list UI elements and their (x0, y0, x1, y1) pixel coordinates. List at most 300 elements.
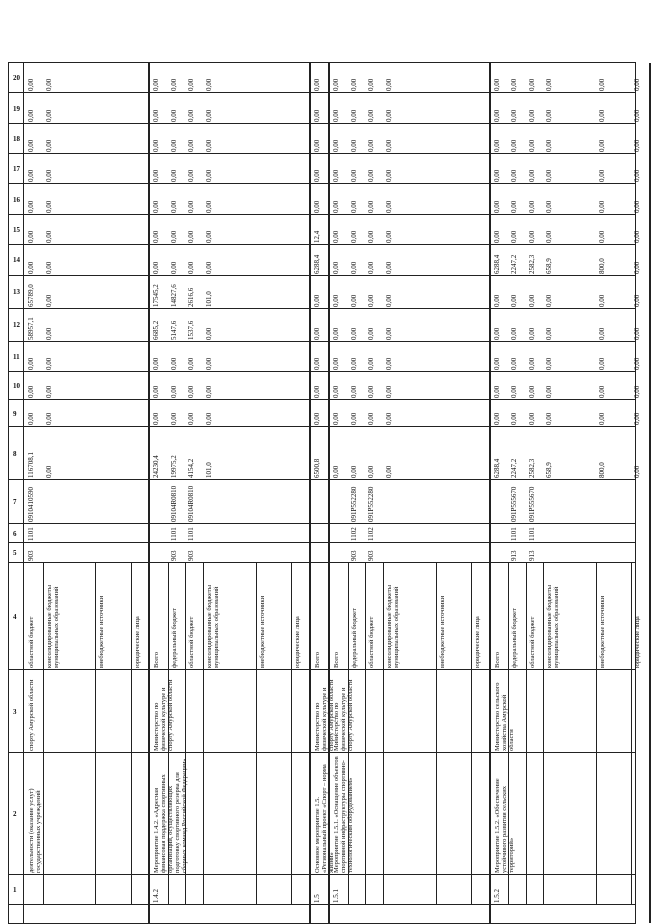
value-v17: 0,00 (312, 170, 321, 183)
value-v15: 0,00 (332, 230, 341, 244)
value-v11: 0,00 (349, 357, 358, 371)
value-v13: 17545,2 (152, 283, 161, 307)
value-v18: 0,00 (44, 139, 53, 153)
value-v12: 0,00 (527, 327, 536, 340)
value-v17: 0,00 (527, 170, 536, 183)
value-v12: 0,00 (510, 327, 519, 340)
value-v12: 0,00 (545, 327, 554, 340)
value-v16: 0,00 (152, 200, 161, 213)
column-header-18: 18 (13, 134, 20, 143)
value-v14: 0,00 (332, 261, 341, 274)
value-v9: 0,00 (510, 413, 519, 426)
value-v9: 0,00 (187, 413, 196, 426)
column-band-13 (9, 276, 635, 309)
value-v14: 0,00 (152, 261, 161, 274)
value-v14: 0,00 (633, 261, 642, 274)
value-v15: 0,00 (545, 230, 554, 244)
source-label: юридические лица (294, 616, 301, 669)
value-v19: 0,00 (349, 109, 358, 122)
column-header-8: 8 (13, 449, 17, 458)
value-v20: 0,00 (633, 79, 642, 92)
value-v9: 0,00 (367, 413, 376, 426)
column-header-5: 5 (13, 549, 17, 558)
value-v13: 101,0 (205, 290, 213, 307)
value-v11: 0,00 (545, 357, 554, 371)
value-v20: 0,00 (187, 79, 196, 92)
source-label: консолидированные бюджеты муниципальных образований (546, 585, 561, 669)
group-separator (489, 63, 491, 923)
value-v10: 0,00 (152, 385, 161, 398)
value-v14: 0,00 (27, 261, 35, 274)
value-v17: 0,00 (492, 170, 501, 183)
value-v8: 2247,2 (510, 458, 519, 478)
source-label: Всего (153, 652, 161, 669)
value-v8: 116708,1 (27, 451, 35, 478)
row-separator (291, 563, 292, 905)
value-v9: 0,00 (152, 413, 161, 426)
value-csr: 091P552280 (349, 486, 358, 523)
value-v13: 0,00 (510, 294, 519, 307)
row-number: 1.5 (312, 894, 321, 903)
value-v18: 0,00 (349, 139, 358, 153)
value-v12: 0,00 (332, 327, 341, 340)
value-v20: 0,00 (169, 79, 178, 92)
executor-name: Министерство сельского хозяйства Амурской области (493, 682, 515, 752)
value-v8: 24230,4 (152, 455, 161, 478)
value-v16: 0,00 (44, 200, 53, 213)
value-v10: 0,00 (169, 385, 178, 398)
value-v10: 0,00 (598, 385, 607, 398)
value-grbs: 913 (527, 550, 536, 561)
row-separator (471, 563, 472, 905)
value-v20: 0,00 (527, 79, 536, 92)
value-v9: 0,00 (205, 413, 213, 426)
value-v12: 0,00 (633, 327, 642, 340)
value-v19: 0,00 (510, 109, 519, 122)
value-v10: 0,00 (27, 385, 35, 398)
value-grbs: 903 (367, 550, 376, 561)
value-v18: 0,00 (187, 139, 196, 153)
value-v8: 0,00 (367, 465, 376, 478)
value-v18: 0,00 (633, 139, 642, 153)
measure-name: Мероприятие 1.5.2. «Обеспечение устойчивого развития сельских территорий» (493, 777, 515, 873)
value-v9: 0,00 (598, 413, 607, 426)
value-v15: 0,00 (633, 230, 642, 244)
value-v20: 0,00 (312, 79, 321, 92)
value-v13: 2616,6 (187, 287, 196, 307)
value-v16: 0,00 (367, 200, 376, 213)
value-v14: 2582,3 (527, 254, 536, 274)
value-v14: 0,00 (205, 261, 213, 274)
value-v13: 0,00 (598, 294, 607, 307)
value-v19: 0,00 (205, 109, 213, 122)
value-v17: 0,00 (169, 170, 178, 183)
value-v20: 0,00 (349, 79, 358, 92)
value-v11: 0,00 (152, 357, 161, 371)
value-v11: 0,00 (27, 357, 35, 371)
value-v11: 0,00 (510, 357, 519, 371)
column-band-5 (9, 543, 635, 562)
value-v8: 0,00 (633, 465, 642, 478)
row-number: 1.5.2 (492, 889, 501, 903)
column-band-15 (9, 215, 635, 245)
value-v18: 0,00 (152, 139, 161, 153)
value-csr: 091P552280 (367, 486, 376, 523)
column-band-9 (9, 400, 635, 428)
column-header-13: 13 (13, 288, 20, 297)
measure-name: Мероприятие 1.4.2. «Адресная финансовая поддержка спортивных организаций, осуществляющих подготовку спортивного резерва для сборных команд Российской Федерации» (153, 758, 189, 873)
row-number: 1.4.2 (152, 889, 161, 903)
value-v13: 0,00 (385, 294, 393, 307)
value-v19: 0,00 (169, 109, 178, 122)
source-label: Всего (333, 652, 341, 669)
value-v11: 0,00 (367, 357, 376, 371)
value-v15: 0,00 (152, 230, 161, 244)
value-v9: 0,00 (312, 413, 321, 426)
row-separator (596, 563, 597, 905)
value-v10: 0,00 (44, 385, 53, 398)
value-v16: 0,00 (545, 200, 554, 213)
value-rzpr: 1101 (27, 527, 35, 542)
value-grbs: 913 (510, 550, 519, 561)
value-v14: 6288,4 (492, 254, 501, 274)
column-band-1 (9, 875, 635, 905)
value-csr: 091P555670 (527, 486, 536, 523)
column-band-10 (9, 372, 635, 400)
value-v10: 0,00 (545, 385, 554, 398)
row-separator (383, 563, 384, 905)
value-v16: 0,00 (332, 200, 341, 213)
value-v14: 658,9 (545, 257, 554, 274)
value-v11: 0,00 (205, 357, 213, 371)
column-header-14: 14 (13, 256, 20, 265)
value-v12: 0,00 (205, 327, 213, 340)
value-v13: 0,00 (44, 294, 53, 307)
measure-name: Основное мероприятие 1.5. «Региональный проект «Спорт – норма жизни» (313, 763, 335, 873)
value-v12: 5147,6 (169, 320, 178, 340)
value-v15: 0,00 (598, 230, 607, 244)
value-v8: 658,9 (545, 462, 554, 478)
value-v8: 0,00 (44, 465, 53, 478)
row-separator (131, 563, 132, 905)
value-v18: 0,00 (332, 139, 341, 153)
row-separator (365, 563, 366, 905)
value-v19: 0,00 (312, 109, 321, 122)
value-v12: 0,00 (385, 327, 393, 340)
value-rzpr: 1101 (527, 527, 536, 542)
value-v11: 0,00 (598, 357, 607, 371)
value-v18: 0,00 (492, 139, 501, 153)
value-v8: 4154,2 (187, 458, 196, 478)
source-label: областной бюджет (368, 616, 376, 669)
column-header-4: 4 (13, 612, 17, 621)
column-band-20 (9, 63, 635, 93)
value-v14: 0,00 (349, 261, 358, 274)
value-v9: 0,00 (27, 413, 35, 426)
value-v18: 0,00 (367, 139, 376, 153)
rotated-budget-table (8, 62, 642, 924)
value-v20: 0,00 (385, 79, 393, 92)
value-v13: 0,00 (527, 294, 536, 307)
value-v20: 0,00 (367, 79, 376, 92)
value-rzpr: 1101 (510, 527, 519, 542)
value-v11: 0,00 (633, 357, 642, 371)
value-v14: 0,00 (367, 261, 376, 274)
column-header-10: 10 (13, 381, 20, 390)
value-v14: 6288,4 (312, 254, 321, 274)
value-v11: 0,00 (187, 357, 196, 371)
value-v15: 12,4 (312, 230, 321, 244)
value-v11: 0,00 (332, 357, 341, 371)
value-v13: 0,00 (367, 294, 376, 307)
source-label: юридические лица (634, 616, 642, 669)
column-band-6 (9, 524, 635, 543)
value-v20: 0,00 (332, 79, 341, 92)
value-v18: 0,00 (385, 139, 393, 153)
value-v11: 0,00 (492, 357, 501, 371)
value-v8: 800,0 (598, 462, 607, 478)
value-v12: 58957,1 (27, 317, 35, 340)
source-label: федеральный бюджет (350, 608, 358, 669)
value-v15: 0,00 (27, 230, 35, 244)
value-v8: 0,00 (332, 465, 341, 478)
value-v17: 0,00 (633, 170, 642, 183)
value-rzpr: 1102 (349, 527, 358, 542)
value-rzpr: 1101 (169, 527, 178, 542)
value-v18: 0,00 (510, 139, 519, 153)
value-v19: 0,00 (492, 109, 501, 122)
executor-name: Министерство по физической культуре и спорту Амурской области (153, 679, 175, 752)
value-v16: 0,00 (349, 200, 358, 213)
row-separator (543, 563, 544, 905)
value-v10: 0,00 (205, 385, 213, 398)
source-label: Всего (493, 652, 501, 669)
measure-name: деятельности (оказание услуг) государственных учреждений (28, 788, 42, 873)
column-header-9: 9 (13, 409, 17, 418)
source-label: областной бюджет (188, 616, 196, 669)
source-label: внебюджетные источники (258, 596, 266, 669)
value-v8: 0,00 (385, 465, 393, 478)
value-csr: 09104R0810 (187, 485, 196, 523)
value-v20: 0,00 (44, 79, 53, 92)
value-v17: 0,00 (44, 170, 53, 183)
header-divider (23, 63, 24, 923)
value-v18: 0,00 (27, 139, 35, 153)
value-v13: 65789,0 (27, 283, 35, 307)
value-v17: 0,00 (385, 170, 393, 183)
row-separator (256, 563, 257, 905)
column-header-1: 1 (13, 885, 17, 894)
value-v19: 0,00 (598, 109, 607, 122)
column-band-8 (9, 427, 635, 479)
source-label: областной бюджет (28, 616, 35, 669)
value-v16: 0,00 (510, 200, 519, 213)
value-v10: 0,00 (312, 385, 321, 398)
value-v10: 0,00 (367, 385, 376, 398)
value-v10: 0,00 (187, 385, 196, 398)
value-v17: 0,00 (349, 170, 358, 183)
value-csr: 09104R0810 (169, 485, 178, 523)
value-v13: 0,00 (633, 294, 642, 307)
source-label: юридические лица (474, 616, 481, 669)
group-separator (328, 63, 330, 923)
value-v20: 0,00 (205, 79, 213, 92)
executor-name: Министерство по физической культуре и спорту Амурской области (313, 679, 335, 752)
value-v12: 1537,6 (187, 320, 196, 340)
value-csr: 0910410590 (27, 487, 35, 523)
value-v13: 0,00 (545, 294, 554, 307)
source-label: Всего (313, 652, 321, 669)
value-v9: 0,00 (332, 413, 341, 426)
column-band-11 (9, 342, 635, 372)
value-v13: 0,00 (312, 294, 321, 307)
measure-name: Мероприятие 1.5.1. «Оснащение объектов спортивной инфраструктуры спортивно-технологическим оборудованием» (333, 755, 355, 873)
value-v18: 0,00 (205, 139, 213, 153)
value-v17: 0,00 (27, 170, 35, 183)
value-v20: 0,00 (492, 79, 501, 92)
source-label: внебюджетные источники (98, 596, 106, 669)
value-v15: 0,00 (385, 230, 393, 244)
column-header-15: 15 (13, 226, 20, 235)
value-v9: 0,00 (349, 413, 358, 426)
column-band-12 (9, 309, 635, 342)
value-v12: 0,00 (367, 327, 376, 340)
value-v15: 0,00 (349, 230, 358, 244)
column-header-11: 11 (13, 353, 20, 361)
value-v13: 14827,6 (169, 283, 178, 307)
value-v9: 0,00 (492, 413, 501, 426)
column-header-20: 20 (13, 74, 20, 83)
column-header-6: 6 (13, 529, 17, 538)
value-v14: 2247,2 (510, 254, 519, 274)
row-separator (43, 563, 44, 905)
value-v11: 0,00 (385, 357, 393, 371)
source-label: федеральный бюджет (511, 608, 519, 669)
value-rzpr: 1101 (187, 527, 196, 542)
value-v18: 0,00 (527, 139, 536, 153)
column-header-17: 17 (13, 165, 20, 174)
executor-name: спорту Амурской области (28, 679, 35, 752)
column-header-19: 19 (13, 104, 20, 113)
value-v9: 0,00 (44, 413, 53, 426)
value-v11: 0,00 (312, 357, 321, 371)
value-v8: 2582,3 (527, 458, 536, 478)
value-v13: 0,00 (492, 294, 501, 307)
value-v9: 0,00 (385, 413, 393, 426)
row-separator (631, 563, 632, 905)
value-v15: 0,00 (169, 230, 178, 244)
row-number: 1.5.1 (332, 889, 341, 903)
value-v12: 0,00 (349, 327, 358, 340)
value-v16: 0,00 (492, 200, 501, 213)
value-v9: 0,00 (169, 413, 178, 426)
value-grbs: 903 (27, 550, 35, 561)
value-v14: 0,00 (187, 261, 196, 274)
value-v10: 0,00 (349, 385, 358, 398)
value-v20: 0,00 (27, 79, 35, 92)
value-v10: 0,00 (633, 385, 642, 398)
value-v20: 0,00 (598, 79, 607, 92)
value-v19: 0,00 (527, 109, 536, 122)
column-header-16: 16 (13, 195, 20, 204)
column-band-16 (9, 184, 635, 214)
value-grbs: 903 (349, 550, 358, 561)
value-v8: 0,00 (349, 465, 358, 478)
value-v16: 0,00 (169, 200, 178, 213)
value-v15: 0,00 (527, 230, 536, 244)
value-v10: 0,00 (510, 385, 519, 398)
value-v8: 6288,4 (492, 458, 501, 478)
value-v15: 0,00 (367, 230, 376, 244)
value-v12: 0,00 (312, 327, 321, 340)
value-v17: 0,00 (205, 170, 213, 183)
value-v13: 0,00 (332, 294, 341, 307)
value-v13: 0,00 (349, 294, 358, 307)
value-csr: 091P555670 (510, 486, 519, 523)
value-v8: 101,0 (205, 462, 213, 478)
value-grbs: 903 (187, 550, 196, 561)
column-band-19 (9, 93, 635, 123)
value-v16: 0,00 (312, 200, 321, 213)
value-v17: 0,00 (152, 170, 161, 183)
value-v20: 0,00 (152, 79, 161, 92)
value-v17: 0,00 (545, 170, 554, 183)
value-v20: 0,00 (545, 79, 554, 92)
value-v16: 0,00 (633, 200, 642, 213)
column-header-12: 12 (13, 321, 20, 330)
value-v18: 0,00 (545, 139, 554, 153)
value-v12: 6685,2 (152, 320, 161, 340)
value-v17: 0,00 (510, 170, 519, 183)
value-v12: 0,00 (598, 327, 607, 340)
value-v19: 0,00 (187, 109, 196, 122)
value-v19: 0,00 (27, 109, 35, 122)
value-v18: 0,00 (312, 139, 321, 153)
column-band-18 (9, 124, 635, 154)
value-v16: 0,00 (598, 200, 607, 213)
value-v10: 0,00 (492, 385, 501, 398)
value-v9: 0,00 (545, 413, 554, 426)
value-v16: 0,00 (385, 200, 393, 213)
group-separator (309, 63, 311, 923)
row-separator (95, 563, 96, 905)
column-band-14 (9, 245, 635, 275)
value-v11: 0,00 (527, 357, 536, 371)
value-v14: 0,00 (44, 261, 53, 274)
value-v15: 0,00 (44, 230, 53, 244)
value-v15: 0,00 (510, 230, 519, 244)
value-v19: 0,00 (367, 109, 376, 122)
value-v19: 0,00 (44, 109, 53, 122)
value-v15: 0,00 (187, 230, 196, 244)
column-header-2: 2 (13, 809, 17, 818)
value-v11: 0,00 (44, 357, 53, 371)
value-v16: 0,00 (205, 200, 213, 213)
value-v16: 0,00 (27, 200, 35, 213)
row-separator (203, 563, 204, 905)
value-v18: 0,00 (169, 139, 178, 153)
value-v19: 0,00 (152, 109, 161, 122)
group-separator (148, 63, 150, 923)
source-label: внебюджетные источники (438, 596, 446, 669)
row-separator (436, 563, 437, 905)
value-v17: 0,00 (332, 170, 341, 183)
value-v12: 0,00 (492, 327, 501, 340)
value-v15: 0,00 (205, 230, 213, 244)
executor-name: Министерство по физической культуре и спорту Амурской области (333, 679, 355, 752)
source-label: юридические лица (133, 616, 141, 669)
column-band-7 (9, 480, 635, 524)
